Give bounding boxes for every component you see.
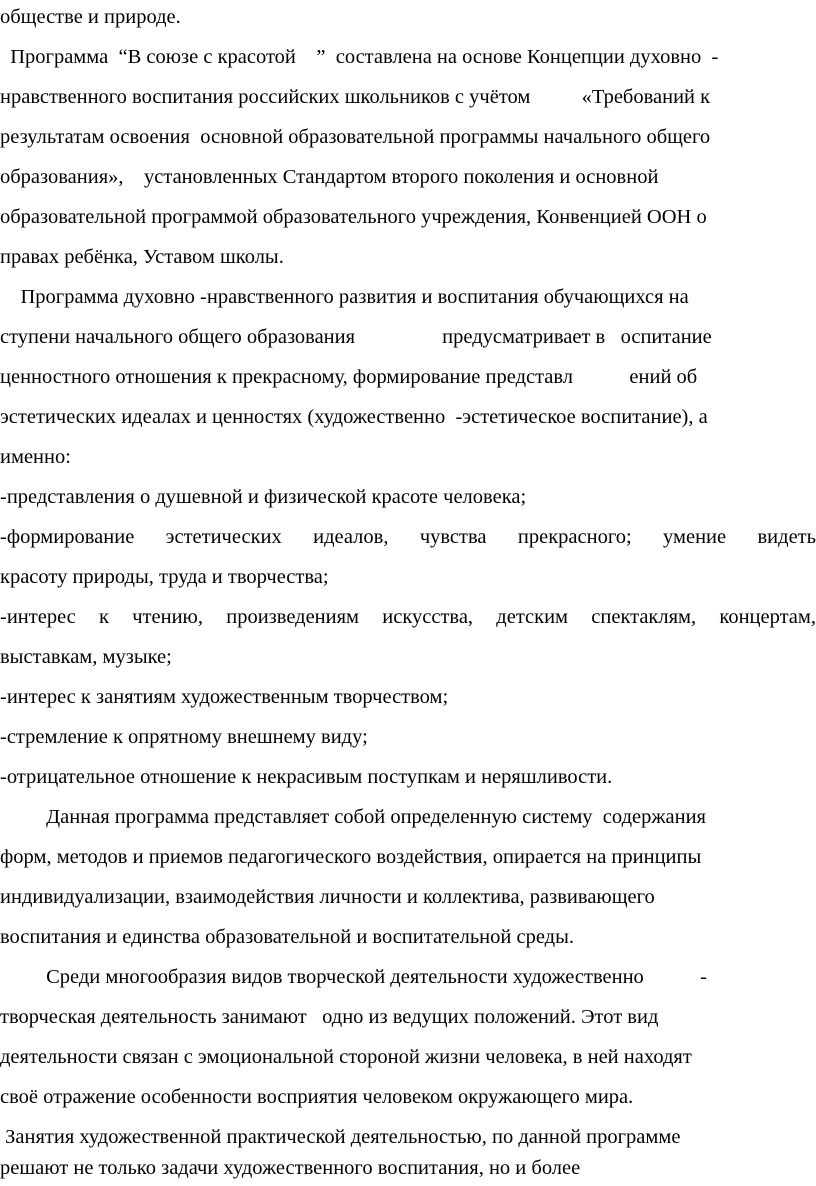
text-line: обществе и природе. bbox=[0, 6, 181, 28]
text-line: именно: bbox=[0, 446, 71, 468]
text-line: выставкам, музыке; bbox=[0, 646, 172, 668]
list-item: -отрицательное отношение к некрасивым поступкам и неряшливости. bbox=[0, 766, 613, 788]
text-line: Данная программа представляет собой определенную систему содержания bbox=[0, 806, 706, 828]
text-line: Программа “В союзе с красотой ” составлена на основе Концепции духовно - bbox=[0, 46, 719, 68]
text-line: деятельности связан с эмоциональной стороной жизни человека, в ней находят bbox=[0, 1046, 692, 1068]
list-item: -интерес к занятиям художественным творчеством; bbox=[0, 686, 449, 708]
text-line: нравственного воспитания российских школьников с учётом «Требований к bbox=[0, 86, 711, 108]
text-line: эстетических идеалах и ценностях (художественно -эстетическое воспитание), а bbox=[0, 406, 708, 428]
text-line: ценностного отношения к прекрасному, формирование представл ений об bbox=[0, 366, 698, 388]
list-item: -стремление к опрятному внешнему виду; bbox=[0, 726, 368, 748]
list-item: -интерес к чтению, произведениям искусства, детским спектаклям, концертам, bbox=[0, 606, 816, 628]
text-line: Среди многообразия видов творческой деятельности художественно - bbox=[0, 966, 707, 988]
list-item: -формирование эстетических идеалов, чувства прекрасного; умение видеть bbox=[0, 526, 816, 548]
text-line: форм, методов и приемов педагогического воздействия, опирается на принципы bbox=[0, 846, 702, 868]
text-line: результатам освоения основной образовательной программы начального общего bbox=[0, 126, 711, 148]
list-item: -представления о душевной и физической красоте человека; bbox=[0, 486, 527, 508]
text-line: своё отражение особенности восприятия человеком окружающего мира. bbox=[0, 1086, 634, 1108]
text-line: индивидуализации, взаимодействия личности и коллектива, развивающего bbox=[0, 886, 655, 908]
text-line: образования», установленных Стандартом второго поколения и основной bbox=[0, 166, 659, 188]
text-line: красоту природы, труда и творчества; bbox=[0, 566, 329, 588]
text-line: правах ребёнка, Уставом школы. bbox=[0, 246, 284, 268]
text-line: Занятия художественной практической деятельностью, по данной программе bbox=[0, 1126, 681, 1148]
text-line: воспитания и единства образовательной и воспитательной среды. bbox=[0, 926, 574, 948]
text-line: ступени начального общего образования предусматривает в оспитание bbox=[0, 326, 712, 348]
text-line: творческая деятельность занимают одно из ведущих положений. Этот вид bbox=[0, 1006, 659, 1028]
text-line: образовательной программой образовательного учреждения, Конвенцией ООН о bbox=[0, 206, 707, 228]
text-line: решают не только задачи художественного воспитания, но и более bbox=[0, 1157, 581, 1179]
text-line: Программа духовно -нравственного развития и воспитания обучающихся на bbox=[0, 286, 689, 308]
